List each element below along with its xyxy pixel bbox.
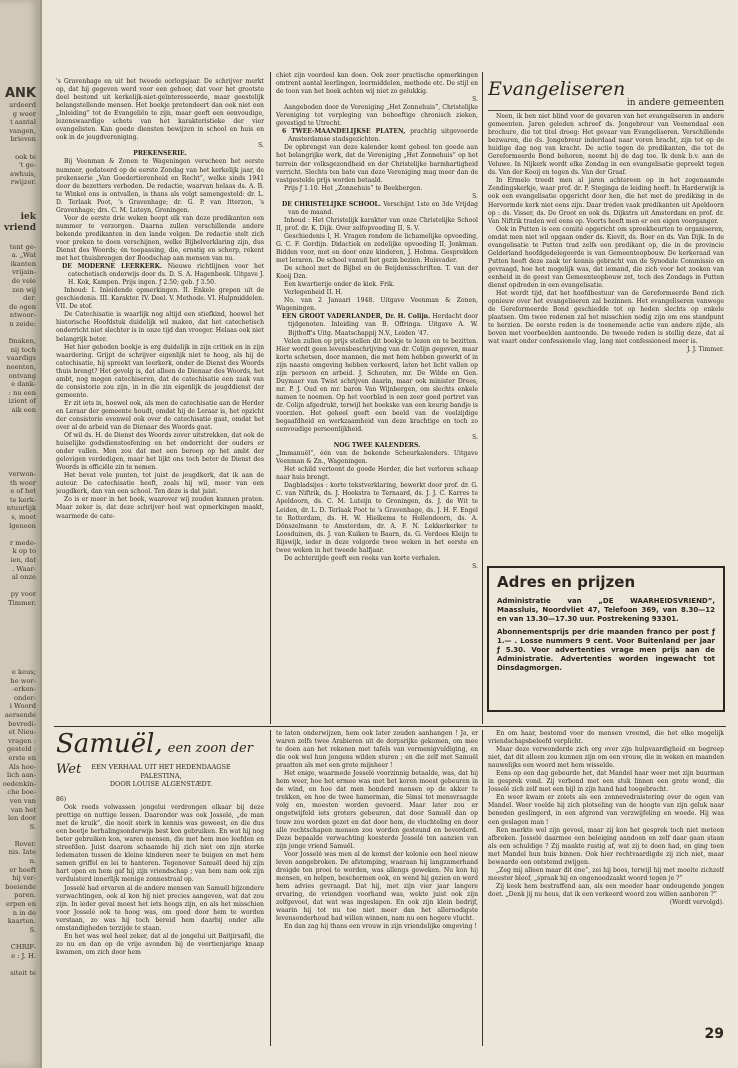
column-divider [482,730,483,1046]
previous-page-fragment-bottom [0,668,40,977]
previous-page-text-line: ven van [9,796,36,805]
previous-page-text-line: oedenkin- [2,779,36,788]
column-divider [482,72,483,724]
previous-page-fragment-low [0,470,40,608]
address-text: Administratie van „DE WAARHEIDSVRIEND”, Maassluis, Noordvliet 47, Telefoon 369, van 8.30—12 en van 13.30—17.30 uur. Postrekening 93301. [497,597,715,623]
paragraph: Voor de eerste drie weken hoopt elk van deze predikanten een nummer te verzorgen. Daarna zullen verschillende andere bekende predikanten in den lande volgen. De redactie stelt zich voor preken te doen verschijnen, welke Bijbelverklaring zijn, dus Dienst des Woords; én toepassing, die, ernstig en scherp, rekent met het thuisbrengen der Boodschap aan mensen van nu. [56,214,264,263]
page-number: 29 [704,1026,724,1042]
previous-page-text-line: e of het [10,487,36,496]
previous-page-text-line: r mede- [9,538,36,547]
previous-page-text-line: py voor [10,590,36,599]
previous-page-text-line: neenten, [6,362,36,371]
previous-page-text-line: al onze [11,573,36,582]
previous-page-text-line [0,144,40,153]
paragraph: Inhoud : Het Christelijk karakter van onze Christelijke School II, prof. dr. K. Dijk. Over zelfopvoeding II, S. V. [276,216,478,232]
previous-page-text-line: zen wij [12,285,36,294]
serial-subtitle-line: PALESTINA, [140,771,182,780]
previous-page-text-line [0,831,40,840]
previous-page-text-line: : nu een [8,388,36,397]
previous-page-text-line [0,960,40,969]
paragraph: No. van 2 Januari 1948. Uitgave Veenman & Zonen, Wageningen. [276,297,478,313]
previous-page-text-line: ook te [15,152,36,161]
previous-page-text-line: ikanten [10,259,36,268]
previous-page-text-line: brieven [10,135,36,144]
paragraph: Het enige, waarmede Josselé voorzinnig betaalde, was, dat hij hem weer, hoe het ermee was met het koren moest gebeuren in de wind, en hoe dat men honderd mensen op de akker te trekken, en hoe de twee hamerman, die Simsi tot mensvraagde volg en, moesten worden gevoerd. Maar later zou er ongetwijfeld iets groters gebeuren, dat door Samuël dan op touw zou worden gezet en dat door hem, de vluchteling en door alle rechtschapen mensen zou worden gesteund en bevorderd. Deze bepaalde verwachting koesterde Josselé ten aanzien van zijn jonge vriend Samuël. [276,770,478,850]
previous-page-text-line: nij toch [10,345,36,354]
paragraph: Ook reeds volwassen jongelui verdrongen elkaar bij deze prettige en nuttige lessen. Daaronder was ook Josselé, „de man met de kruik”, die nooit sterk in kennis was geweest, en die dus een beetje herhalingsonderwijs best kon gebruiken. En wat hij nog beter gebruiken kon, waren mensen, die met hem mee leefden en streefden. Juist daarom schaamde hij zich niet om zijn sterke ledematen tussen de kleine kinderen neer te buigen en met hem samen griffel en lei te hanteren. Tegenover Samuël deed hij zijn hart open en hem gaf hij zijn vriendschap ; van hem nam ook zijn verduisterd innerlijk menige zonnestraal op. [56,804,264,884]
paragraph: Maar deze verwonderde zich erg over zijn hulpvaardigheid en begreep niet, dat dit alleen zou kunnen zijn om een vrouw, die in weken en maanden nauwelijks een woord met hem wisselde. [488,746,724,770]
previous-page-fragment-mid [0,212,40,414]
serial-author: DOOR LOUISE ALGENSTÆDT. [109,780,213,788]
previous-page-text-line: ntuurlijk [6,504,36,513]
paragraph: De school met de Bijbel en de Beijdenisschriften. T. van der Kooij Dzn. [276,265,478,281]
previous-page-text-line: a. „Wat [11,251,36,260]
serial-title-rest: een zoon der Wet [56,741,253,777]
previous-page-text-line: onder- [13,693,36,702]
address-title: Adres en prijzen [497,573,636,591]
paragraph: Neen, ik ben niet blind voor de gevaren van het evangeliseren in andere gemeenten. Jaren geleden schreef ds. Jongebreur van Veenendaal een brochure, die tot titel droeg: Het gevaar van Evangeliseren. Verschillende bezwaren, die ds. Jongebreur inderdaad naar voren bracht, zijn tot op de huidige dag nog van kracht. De actie tegen de predikanten, die tot de Gereformeerde Bond behoren, neemt bij de dag toe. Ik denk b.v. aan de Veluwe. In Nijkerk wordt elke Zondag in een evangelisatie gepreekt tegen ds. Van der Kooij en tegen ds. Van der Graaf. [488,113,724,177]
heading-christelijke-school: DE CHRISTELIJKE SCHOOL. [282,200,381,208]
signature: S. [472,96,478,104]
column-divider [270,730,271,1046]
paragraph: Eens op een dag gebeurde het, dat Mandel haar weer met zijn buurman in gesprek vond. Zij verbond met een stuk linnen een grote wond, die Josselé zich zelf met een bijl in zijn hand had toegebracht. [488,770,724,794]
paragraph: Inhoud: I. Inleidende opmerkingen. II. Enkele grepen uit de geschiedenis. III. Karakter. IV. Doel. V. Methode. VI. Hulpmiddelen. VII. De stof. [56,287,264,311]
paragraph: Geschiedenis I, H. Vragen rondom de lichamelijke opvoeding, G. C. F. Gordijn. Didactiek en zedelijke opvoeding II, Jonkman. Bidden voor, met en door onze kinderen, J. Hobma. Gesprekken met leraren. De school vanuit het gezin bezien. Huisvader. [276,232,478,265]
previous-page-text-line: vrijain- [12,268,36,277]
previous-page-text-line: kaarten. [7,917,36,926]
previous-page-text-line: van het [10,805,36,814]
previous-page-text-line: et Nieu- [8,728,36,737]
serial-column-3 [488,730,724,1030]
section-divider [54,726,726,727]
previous-page-text-line: fmaken, [8,337,36,346]
previous-page-text-line: tent ge- [9,242,36,251]
address-box [487,566,725,712]
previous-page-text-line: ontvang [8,371,36,380]
previous-page-text-line: paren. [14,891,36,900]
signature: S. [258,142,264,150]
previous-page-text-line: iek [20,212,36,222]
previous-page-text-line: der. [23,294,36,303]
previous-page-text-line: aersende [4,710,36,719]
previous-page-text-line: e : J. H. [11,951,36,960]
previous-page-text-line: er heeft [9,865,36,874]
previous-page-text-line: Als hoe- [8,762,36,771]
previous-page-text-line: n in de [12,908,36,917]
book-entry [276,128,478,144]
previous-page-text-line: g weer [12,109,36,118]
previous-page-text-line: bevredi- [8,719,36,728]
divider [488,110,724,111]
paragraph: Ook in Putten is een comité opgericht om spreekbeurten te organiseren, omdat men niet wil opgaan onder ds. Kievit, ds. Boer en ds. Van Dijk. In de evangelisatie te Putten trad zelfs een predikant op, die in de provincie Gelderland hoofdgedelegeerde is van Gemeenteopbouw. De kerkeraad van Putten heeft deze zaak ter kennis gebracht van de Synodale Commissie en gevraagd, hoe het mogelijk was, dat iemand, die zich voor het zoeken van eenheid in de geest van Gemeenteopbouw zet, toch des Zondags in Putten dienst opdreden in een evangelisatie. [488,225,724,289]
previous-page-text-line: Timmer. [8,598,36,607]
heading-prekenserie: PREKENSERIE. [133,150,187,158]
paragraph: Aangeboden door de Vereniging „Het Zonnehuis”, Christelijke Vereniging tot verpleging van behoeftige chronisch zieken, gevestigd te Utrecht. [276,104,478,128]
previous-page-text-line: rwijzer. [10,178,36,187]
subscription-text: Abonnementsprijs per drie maanden franco per post ƒ 1.— . Losse nummers 9 cent. Voor Buitenland per jaar ƒ 5.30. Voor advertenties vrage men prijs aan de Administratie. Advertenties worden ingewacht tot Dinsdagmorgen. [497,628,715,672]
paragraph: „Immanuël”, één van de bekende Scheurkalenders. Uitgave Veenman & Zn., Wageningen. [276,450,478,466]
paragraph: Bij Veenman & Zonen te Wageningen verscheen het eerste nummer, gedateerd op de eerste Zondag van het kerkelijk jaar, de prekenserie „Van Goedertierenheid en Recht”, welke sinds 1941 door de bezetters verboden. De redactie, waarvan helaas ds. A. B. te Winkel ons is ontvallen, is thans als volgt samengesteld: dr. L. D. Terlaak Poot, 's Gravenhage; dr. G. P. van Itterzon, 's Gravenhage; drs. C. M. Luteyn, Groningen. [56,158,264,214]
previous-page-text-line: n. [29,857,36,866]
paragraph: Het bevat vele punten, tot juist de jeugdkerk, dat ik aan de auteur. De catechisatie heeft, zoals hij wil, meer van een jeugdkerk, dan van een school. Ten deze is dat juist. [56,472,264,496]
paragraph: Het hier geboden boekje is erg duidelijk in zijn critiek en in zijn waardering. Grijpt de schrijver eigenlijk niet te hoog, als hij de catechisatie, hij spreekt van leerkerk, onder de Dienst des Woords thuis brengt? Het gevolg is, dat alleen de Dienaar des Woords, het ambt, nog mogen catechiseren, dat de catechisatie een zaak van de consistorie zou zijn, in in die zin eigenlijk de jeugddienst der gemeente. [56,343,264,399]
previous-page-text-line: n zeide: [9,319,36,328]
previous-page-text-line: erste en [8,753,36,762]
heading-platen: 6 TWEE-MAANDELIJKSE PLATEN, [282,128,406,136]
paragraph: Of wil ds. H. de Dienst des Woords zover uitstrekken, dat ook de huiselijke godsdienstoefening en het onderricht der ouders er onder vallen. Men zou dat met een beroep op het ambt der gelovigen verdedigen, maar het lijkt ons toch beter de Dienst des Woords in officiële zin te nemen. [56,432,264,472]
previous-page-text-line: che boe- [7,788,36,797]
previous-page-text-line [0,530,40,539]
previous-page-text-line: erpen en [5,900,36,909]
serial-title-main: Samuël, [56,729,163,759]
previous-page-text-line [0,329,40,338]
previous-page-text-line: te kerk- [9,495,36,504]
paragraph: Een kwartierije onder de kiek. Frik. [284,281,395,289]
previous-page-text-line: ardeerd [9,101,36,109]
previous-page-text-line: th weer [10,478,36,487]
previous-page-text-line: S. [29,822,36,831]
previous-page-text-line: len door [7,814,36,823]
paragraph: „Zeg mij alleen maar dit éne”, zei hij boos, terwijl hij met moeite zichzelf meester bleef, „spraak hij en ongenoodzaakt woord tegen je ?” [488,866,724,882]
previous-page-text-line: lich aan- [7,771,36,780]
paragraph: Ren merkte wel zijn gevoel, maar zij kon het gesprek toch niet meteen afbreken. Josselé daarmee een beleiging aandoen en zelf daar gaan staan als een schuldige ? Zij maakte rustig af, wat zij te doen had, en ging toen met Mandel hun huis binnen. Ook hier rechtvaardigde zij zich niet, maar bewaarde een ontstemd zwijgen. [488,826,724,866]
paragraph: Zo is er meer in het boek, waarover wij zouden kunnen praten. Maar zeker is, dat deze schrijver heel wat opmerkingen maakt, waarmede de cate- [56,496,264,520]
previous-page-text-line: i Woord [9,702,36,711]
paragraph: De achterzijde geeft een reeks van korte verhalen. [284,554,441,562]
previous-page-text-line [0,582,40,591]
book-entry [56,263,264,287]
paragraph: De opbrengst van deze kalender komt geheel ten goede aan het belangrijke werk, dat de Vereniging „Het Zonnehuis” op het terrein der volksgezondheid en der Christelijke barmhartigheid verricht. Slechts ten bate van deze Vereniging mag meer dan de vastgestelde prijs worden betaald. [276,144,478,184]
book-details: Herdacht door tijdgenoten. Inleiding van B. Offringa. Uitgave A. W. Bijthoff's Uitg. Maatschappij N.V., Leiden '47. [288,313,478,337]
previous-page-text-line: ntwoor- [9,311,36,320]
previous-page-text-line: siteit te [10,968,36,977]
previous-page-text-line: t aantal [10,118,36,127]
previous-page-text-line: nis. Iate [8,848,36,857]
article-subtitle: in andere gemeenten [626,98,724,108]
heading-kalenders: NOG TWEE KALENDERS. [333,442,421,450]
paragraph: Dagbladsijes : korte tekstverklaring, bewerkt door prof. dr. G. C. van Niftrik, ds. J. Hoekstra te Ternaard, ds. J. J. C. Karres te Apeldoorn, ds. C. M. Luteijn te Groningen, ds. J. de Wit te Leiden, dr. L. D. Terlaak Poot te 's Gravenhage, ds. J. H. F. Engel te Rotterdam, ds. H. W. Hielkema te Hellendoorn, ds. A. Dönszelmann te Amsterdam, dr. A. F. N. Lekkerkerker te Loosduinen, ds. J. van Kuiken te Baarn, ds. G. Verdoes Kleijn te Rijswijk, ieder in deze volgorde twee weken in het eerste en twee weken in het tweede halfjaar. [276,482,478,554]
previous-page-text-line: vriend [4,223,36,233]
column-divider [270,72,271,724]
article-title: Evangeliseren [488,78,626,100]
previous-page-text-line: k op to [12,547,36,556]
previous-page-text-line: aik een [11,405,36,414]
paragraph: chiet zijn voordeel kan doen. Ook zeer practische opmerkingen omtrent aantal leerlingen, leermiddelen, methode etc. De stijl en de toon van het boek achten wij niet zo gelukkig. [276,72,478,96]
previous-page-text-line: hij ver- [12,874,36,883]
previous-page-text-line: ANK [4,86,36,101]
previous-page-text-line: Rover. [14,839,36,848]
paragraph: Het wordt tijd, dat het hoofdbestuur van de Gereformeerde Bond zich opnieuw over het evangeliseren zal bezinnen. Het evangeliseren vanwege de Gereformeerde Bond geschiedde tot op heden slechts op enkele plaatsen. Om twee redenen zal het misschien nodig zijn om ons standpunt te herzien. De eerste reden is de toenemende actie van andere zijde, als boven met voorbeelden aantoonde. De tweede reden is stellig deze, dat al wat vaart onder confessionele vlag, lang niet confessioneel meer is. [488,290,724,346]
price: Prijs ƒ 1.10. Het „Zonnehuis” te Beekbergen. [284,184,423,192]
previous-page-text-line [0,234,40,243]
previous-page-text-line: he wor- [10,676,36,685]
previous-page-text-line [0,934,40,943]
paragraph: Velen zullen op prijs stellen dit boekje te lezen en te bezitten. Hier wordt geen levensbeschrijving van dr. Colijn gegeven, maar korte schetsen, door mannen, die met hem hebben gewerkt of in zijn naaste omgeving hebben verkeerd, laten het licht vallen op zijn persoon en arbeid. J. Schouten, mr. De Wilde en Gen. Duymaer van Twist schrijven daarin, maar ook minister Drees, mr. P. J. Oud en mr. baron Van Wijnbergen, om slechts enkele namen te noemen. Op het voorblad is een zeer goed portret van dr. Colijn afgedrukt, terwijl het boekske van een keurig bandje is voorzien. Het geheel geeft een beeld van de veelzijdige begaafdheid en werkzaamheid van deze krachtige en toch zo eenvoudige persoonlijkheid. [276,337,478,434]
paragraph: En dan zag hij thans een vrouw in zijn vriendelijke omgeving ! [284,923,477,931]
column-3 [488,78,724,560]
book-entry [276,201,478,217]
column-1 [56,78,264,724]
paragraph: En om haar, bestemd voor de mensen vreemd, die het elke mogelijk vriendschapsbeleefd verplicht. [488,730,724,746]
paragraph: En het was wel heel zeker, dat al de jongelui uit Baitjirsafil, die zo nu en dan op de vrije avonden bij de veertienjarige knaap kwamen, om zich door hem [56,932,264,956]
previous-page-text-line: awhuis, [9,169,36,178]
previous-page-text-line: de vele [11,276,36,285]
previous-page-fragment-top [0,86,40,187]
previous-page-text-line: vaardigs [6,354,36,363]
previous-page-text-line: e dank- [11,380,36,389]
previous-page-text-line: ien, dat [10,555,36,564]
newspaper-page [42,0,738,1068]
book-entry [276,313,478,337]
installment-number: 86) [56,796,67,803]
signature: S. [472,434,478,442]
previous-page-text-line: CHRIF- [10,943,36,951]
previous-page-text-line: e keus; [11,668,36,676]
previous-page-text-line: izient of [8,397,36,406]
paragraph: Er zit iets in, hoewel ook, als men de catechisatie aan de Herder en Leraar der gemeente houdt, omdat hij de Leraar is, het opzicht der consistorie evenwel ook over de catechisatie gaat, omdat het over al de arbeid van de Dienaar des Woords gaat. [56,399,264,432]
paragraph: Voor Josselé was men al de komst der kolonie een heel nieuw leven aangebroken. De afstomping, waaraan hij langzamerhand dreigde ten prooi te worden, was allengs geweken. Nu kon hij mensen, en helpen, beschermen ook, en wend hij gezien en werd hem advies gevraagd. Dat hij, met zijn vier jaar langere ervaring, de vriendgen voorhand was, wekte juist ook zijn zelfgevoel, dat wat was ingeslapen. En ook zijn klein bedrijf, waarin hij tot nu toe niet meer dan het allernodigste levensonderhoud had willen winnen, nam nu een hogere vlucht. [276,850,478,923]
previous-page-text-line: vangen, [9,126,36,135]
serial-column-1 [56,796,264,1046]
previous-page-text-line: lgeneen [9,521,36,530]
previous-page-text-line: . Waar- [12,564,36,573]
paragraph: In Ermelo treedt men al jaren achtereen op in het zogenaamde Zendingskerkje, waar prof. dr. P. Steginga de leiding heeft. In Harderwijk is ook een evangelisatie opgericht door hen, die het met de prediking in de Hervormde kerk niet eens zijn. Daar treden vaak predikanten uit Apeldoorn op : ds. Visser, ds. De Groot en ook ds. Dijkstra uit Amsterdam en prof. dr. Van Niftrik traden wel eens op. Voorts heeft men er een eigen voorganger. [488,177,724,225]
book-details: prachtig uitgevoerde Amsterdamse stadsgezichten. [288,128,478,144]
to-be-continued: (Wordt vervolgd). [669,898,724,906]
previous-page-text-line: s, moet [11,512,36,521]
book-details: Nieuwe richtlijnen voor het catechetisch onderwijs door ds. D. S. A. Hagenbeek. Uitgave J. H. Kok, Kampen. Prijs ingen. ƒ 2.50; geb. ƒ 3.50. [68,263,264,287]
previous-page-edge [0,0,42,1068]
review-intro: 's Gravenhage en uit het tweede oorlogsjaar. De schrijver merkt op, dat hij gegeven werd voor een gehoor, dat voor het grootste deel bestond uit kerkelijk-niet-geïnteresseerde, maar geestelijk belangstellende mensen. Het boekje pretendeert dan ook niet een „Inleiding” tot de Evangeliën te zijn, maar geeft een eenvoudige, lezenswaardige schets van het karakteristieke der vier evangelisten. Kan goede diensten bewijzen in school en huis en ook in de jeugdvereniging. [56,78,264,142]
previous-page-text-line: -erken- [12,685,36,694]
book-details: Verschijnt 1ste en 3de Vrijdag van de maand. [288,200,478,216]
previous-page-text-line: S. [29,925,36,934]
paragraph: De Catechisatie is waarlijk nog altijd een stiefkind, hoewel het historische Hoofdstuk duidelijk wil maken, dat het catechetisch onderricht niet slechter is in onze tijd dan vroeger. Helaas ook niet belangrijk beter. [56,311,264,343]
paragraph: Josselé had ervaren al de andere mensen van Samuël bijzondere verwachtingen, ook al kon hij niet precies aangeven, wat dat zou zijn. In ieder geval moest het iets hoogs zijn, en als het misschien voor Josselé ook te hoog was, om goed door hem te worden verstaan, zo was hij toch bereid hem daarbij onder alle omstandigheden terzijde te staan. [56,884,264,932]
previous-page-text-line: gesteld : [6,745,36,754]
previous-page-text-line: boeiende [5,882,36,891]
signature: S. [472,192,478,200]
paragraph: Zij keek hem bestraffend aan, als een moeder haar ondeugende jongen doet. „Denk jij nu heus, dat ik een verkeerd woord zou willen aanhoren ?” [488,882,724,898]
serial-subtitle [56,763,266,789]
serial-subtitle-line: EEN VERHAAL UIT HET HEDENDAAGSE [91,763,231,771]
previous-page-text-line: 't ge- [18,161,36,170]
paragraph: Verlegenheid II. H. [284,289,343,297]
previous-page-text-line: verwon- [8,470,36,478]
paragraph: Het schild vertoont de goede Herder, die het verloren schaap naar huis brengt. [276,466,478,482]
paragraph: te laten onderwijzen, hem ook later zouden aanhangen ! Ja, er waren zelfs twee Arabieren uit de dorpsrijke gekomen, om mee te doen aan het rekenen met tafels van vermenigvuldiging, en die ook wel hun jongens wilden sturen ; en die zelf met Samuël praatten als met een grote mijnheer ! [276,730,478,770]
previous-page-text-line: de ogen [9,302,36,311]
signature: S. [472,562,478,570]
column-2 [276,72,478,724]
heading-groot-vaderlander: EEN GROOT VADERLANDER, Dr. H. Colijn. [282,313,431,321]
serial-column-2 [276,730,478,1046]
author-signature: J. J. Timmer. [686,346,724,354]
paragraph: En weer kwam er zoiets als een zonnevedraistering over de ogen van Mandel. Weer voelde hij zich plotseling van de hoogte van zijn geluk naar beneden geslingerd, in een afgrond van verzwijfeling en woede. Hij was een geslagen man ! [488,794,724,826]
heading-leerkerk: DE MODERNE LEERKERK. [62,263,163,271]
previous-page-text-line: vragen : [8,736,36,745]
